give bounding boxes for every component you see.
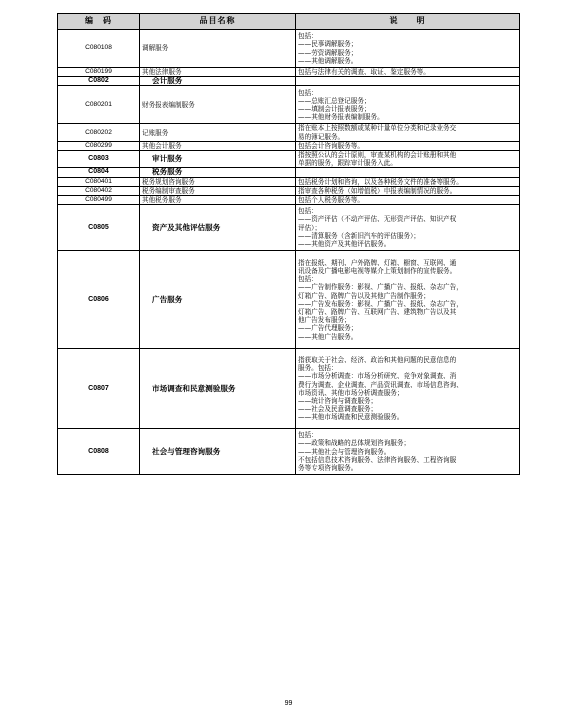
table-row	[58, 177, 520, 186]
description-line: ——资产评估（不动产评估、无形资产评估、知识产权	[298, 215, 457, 224]
description-line: ——市场分析调查：市场分析研究、竞争对象调查、消	[298, 372, 457, 381]
table-row	[58, 68, 520, 77]
description-line: 灯箱广告、路牌广告以及其他广告制作服务；	[298, 291, 430, 300]
description-line: 不包括信息技术咨询服务、法律咨询服务、工程咨询服	[298, 455, 457, 464]
row-name: 税务编制审查服务	[140, 186, 296, 195]
description-line: ——政策和战略的总体规划咨询服务；	[298, 439, 411, 448]
table-row	[58, 186, 520, 195]
row-name: 其他会计服务	[140, 141, 296, 150]
row-code: C0806	[58, 251, 140, 349]
description-line: 包括：	[298, 32, 318, 41]
row-code: C0803	[58, 151, 140, 168]
row-name: 会计服务	[140, 77, 296, 86]
table-body	[58, 30, 520, 475]
description-line: ——清算服务（含新旧汽车的评估服务）；	[298, 231, 420, 240]
description-line: 指按照公认的会计原则，审查某机构的会计账册和其他	[298, 151, 457, 160]
table-row	[58, 77, 520, 86]
row-code: C080299	[58, 141, 140, 150]
description-line: 灯箱广告、路牌广告、互联网广告、建筑物广告以及其	[298, 307, 457, 316]
row-description	[296, 124, 520, 141]
table-row	[58, 86, 520, 124]
row-name: 记账服务	[140, 124, 296, 141]
row-description	[296, 86, 520, 124]
description-line: ——其他广告服务。	[298, 332, 358, 341]
row-name: 资产及其他评估服务	[140, 205, 296, 251]
description-line: 包括与法律有关的调查、取证、鉴定服务等。	[298, 68, 430, 76]
description-line: ——其他社会与管理咨询服务。	[298, 447, 391, 456]
description-line: ——社会及民意调查服务；	[298, 405, 378, 414]
table-row	[58, 196, 520, 205]
description-line: ——其他调解服务。	[298, 56, 358, 65]
row-code: C080108	[58, 30, 140, 68]
description-line: 包括：	[298, 207, 318, 216]
table-row	[58, 349, 520, 429]
row-code: C080499	[58, 196, 140, 205]
table-row	[58, 151, 520, 168]
description-line: ——填制会计报表服务；	[298, 104, 371, 113]
description-line: ——其他市场调查和民意测验服务。	[298, 413, 404, 422]
row-description	[296, 186, 520, 195]
description-line: ——劳资调解服务；	[298, 48, 358, 57]
description-line: 指审查各种税务（如增值税）申报表编制情况的服务。	[298, 186, 457, 195]
row-name: 其他税务服务	[140, 196, 296, 205]
description-line: 包括税务计划和咨询，以及各种税务文件的准备等服务。	[298, 177, 463, 186]
row-code: C080402	[58, 186, 140, 195]
row-description	[296, 141, 520, 150]
row-code: C0804	[58, 168, 140, 177]
description-line: 市场资讯、其他市场分析调查服务；	[298, 388, 404, 397]
description-line: ——广告代理服务；	[298, 324, 358, 333]
description-line: ——民事调解服务；	[298, 40, 358, 49]
description-line: 指在账本上按照数额或某种计量单位分类和记录业务交	[298, 124, 457, 133]
description-line: 易的簿记服务。	[298, 132, 345, 141]
table-row	[58, 429, 520, 475]
row-code: C0802	[58, 77, 140, 86]
table-header-row	[58, 14, 520, 30]
row-name: 财务报表编制服务	[140, 86, 296, 124]
row-code: C080199	[58, 68, 140, 77]
row-code: C080401	[58, 177, 140, 186]
row-code: C080201	[58, 86, 140, 124]
description-line: 服务。包括：	[298, 364, 338, 373]
table-row	[58, 30, 520, 68]
description-line: ——总账汇总登记服务；	[298, 96, 371, 105]
row-code: C080202	[58, 124, 140, 141]
description-line: 包括个人税务服务等。	[298, 196, 364, 205]
row-name: 市场调查和民意测验服务	[140, 349, 296, 429]
row-name: 其他法律服务	[140, 68, 296, 77]
row-name: 社会与管理咨询服务	[140, 429, 296, 475]
row-code: C0808	[58, 429, 140, 475]
header-name: 品目名称	[140, 14, 296, 30]
table-row	[58, 168, 520, 177]
row-name: 调解服务	[140, 30, 296, 68]
header-desc: 说 明	[296, 14, 520, 30]
row-name: 税务规划咨询服务	[140, 177, 296, 186]
description-line: 包括：	[298, 275, 318, 284]
description-line: ——广告制作服务：影视、广播广告、报纸、杂志广告，	[298, 283, 463, 292]
description-line: 包括：	[298, 431, 318, 440]
description-line: 评估）；	[298, 223, 322, 232]
description-line: ——广告发布服务：影视、广播广告、报纸、杂志广告，	[298, 299, 463, 308]
row-description	[296, 168, 520, 177]
row-code: C0807	[58, 349, 140, 429]
description-line: 指获取关于社会、经济、政治和其他问题的民意信息的	[298, 355, 457, 364]
row-description	[296, 77, 520, 86]
row-description	[296, 349, 520, 429]
row-description	[296, 68, 520, 77]
table-row	[58, 141, 520, 150]
row-description	[296, 177, 520, 186]
row-description	[296, 30, 520, 68]
description-line: ——统计咨询与调查服务；	[298, 396, 378, 405]
description-line: 他广告发布服务；	[298, 316, 351, 325]
description-line: 包括：	[298, 88, 318, 97]
description-line: ——其他财务报表编制服务。	[298, 113, 384, 122]
row-description	[296, 205, 520, 251]
table-row	[58, 251, 520, 349]
description-line: 指在报纸、期刊、户外路牌、灯箱、橱窗、互联网、通	[298, 258, 457, 267]
row-name: 广告服务	[140, 251, 296, 349]
row-description	[296, 151, 520, 168]
description-line: 单据的服务，跟踪审计服务入此。	[298, 159, 397, 168]
row-name: 税务服务	[140, 168, 296, 177]
table-row	[58, 124, 520, 141]
description-line: 包括会计咨询服务等。	[298, 141, 364, 150]
catalog-table	[57, 13, 520, 475]
description-line: 讯设备及广播电影电视等媒介上策划制作的宣传服务。	[298, 266, 457, 275]
row-name: 审计服务	[140, 151, 296, 168]
description-line: 费行为调查、企业调查、产品资讯调查、市场信息咨询、	[298, 380, 463, 389]
header-code: 编 码	[58, 14, 140, 30]
table-row	[58, 205, 520, 251]
page-number: 99	[284, 700, 293, 707]
description-line: ——其他资产及其他评估服务。	[298, 240, 391, 249]
description-line: 务等专项咨询服务。	[298, 464, 358, 473]
row-description	[296, 251, 520, 349]
row-description	[296, 196, 520, 205]
row-code: C0805	[58, 205, 140, 251]
row-description	[296, 429, 520, 475]
